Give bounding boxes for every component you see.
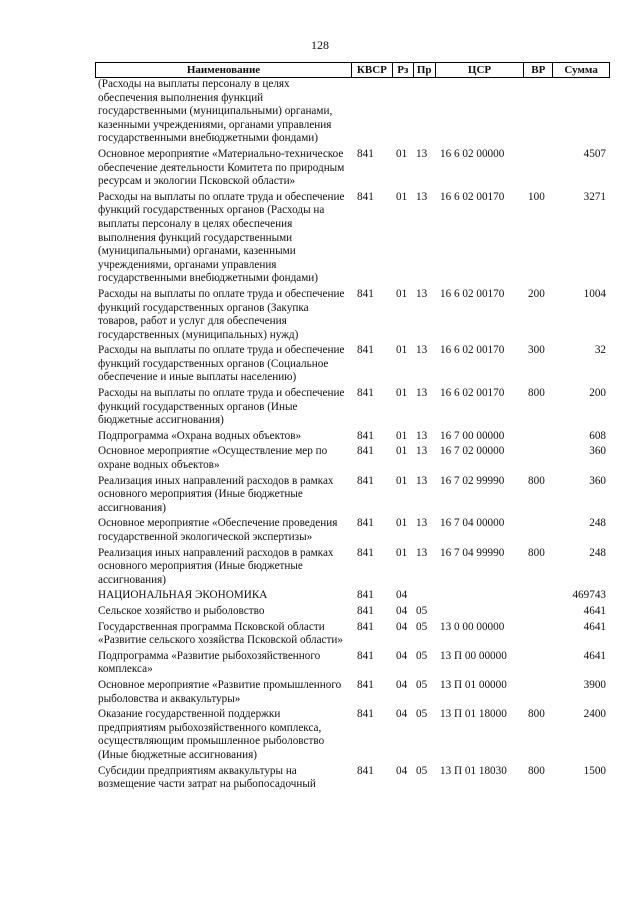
cell-name: Основное мероприятие «Осуществление мер по охране водных объектов» <box>98 445 328 472</box>
table-header <box>95 62 610 78</box>
cell-pr: 13 <box>416 474 428 487</box>
cell-pr: 05 <box>416 764 428 777</box>
cell-kvsr: 841 <box>357 287 374 300</box>
cell-rz: 04 <box>396 764 408 777</box>
cell-csr <box>435 605 524 619</box>
table-row <box>95 78 610 146</box>
cell-name: Сельское хозяйство и рыболовство <box>98 604 265 617</box>
cell-name: Основное мероприятие «Развитие промышленного рыболовства и аквакультуры» <box>98 678 342 705</box>
cell-sum: 4507 <box>583 147 606 160</box>
cell-kvsr: 841 <box>357 445 374 458</box>
cell-csr: 16 6 02 00170 <box>440 287 505 300</box>
header-csr: ЦСР <box>435 63 524 77</box>
table-row <box>95 650 610 677</box>
cell-sum: 1004 <box>583 287 606 300</box>
cell-kvsr: 841 <box>357 708 374 721</box>
cell-pr: 13 <box>416 147 428 160</box>
cell-sum: 248 <box>589 517 606 530</box>
cell-sum: 4641 <box>583 649 606 662</box>
cell-kvsr: 841 <box>357 429 374 442</box>
cell-csr: 16 7 00 00000 <box>440 429 505 442</box>
table-row <box>95 621 610 648</box>
cell-vr: 300 <box>528 344 545 357</box>
cell-name: Расходы на выплаты по оплате труда и обеспечение функций государственных органов (Расходы на выплаты персоналу в целях обеспечения выполнения функций государственными (муниципальными) органами, казенными учреждениями, органами управления государственными внебюджетными фондами) <box>98 190 345 285</box>
cell-csr: 16 6 02 00170 <box>440 387 505 400</box>
header-sum: Сумма <box>552 63 609 77</box>
cell-kvsr: 841 <box>357 620 374 633</box>
cell-pr: 05 <box>416 649 428 662</box>
cell-pr: 13 <box>416 546 428 559</box>
cell-vr <box>524 430 553 444</box>
cell-kvsr: 841 <box>357 546 374 559</box>
cell-vr <box>524 517 553 544</box>
cell-rz: 01 <box>396 344 408 357</box>
cell-kvsr: 841 <box>357 387 374 400</box>
table-row <box>95 517 610 544</box>
cell-rz: 01 <box>396 546 408 559</box>
table-row <box>95 445 610 472</box>
table-row <box>95 679 610 706</box>
cell-csr: 13 0 00 00000 <box>440 620 505 633</box>
cell-pr: 05 <box>416 620 428 633</box>
table-body <box>95 78 610 792</box>
cell-pr: 13 <box>416 445 428 458</box>
cell-sum: 4641 <box>583 604 606 617</box>
table-row <box>95 475 610 516</box>
cell-name: НАЦИОНАЛЬНАЯ ЭКОНОМИКА <box>98 589 268 602</box>
cell-name: Государственная программа Псковской области «Развитие сельского хозяйства Псковской области» <box>98 620 343 647</box>
cell-pr: 13 <box>416 517 428 530</box>
cell-pr: 05 <box>416 604 428 617</box>
cell-csr: 16 7 04 99990 <box>440 546 505 559</box>
cell-csr: 16 7 02 00000 <box>440 445 505 458</box>
cell-vr <box>524 621 553 648</box>
cell-pr: 13 <box>416 190 428 203</box>
cell-pr <box>413 589 435 603</box>
cell-name: Основное мероприятие «Обеспечение проведения государственной экологической экспертизы» <box>98 517 338 543</box>
cell-rz: 04 <box>396 620 408 633</box>
cell-vr: 800 <box>528 387 545 400</box>
cell-rz: 01 <box>396 474 408 487</box>
cell-rz: 01 <box>396 445 408 458</box>
cell-kvsr: 841 <box>357 344 374 357</box>
cell-rz: 04 <box>396 708 408 721</box>
cell-sum <box>553 78 610 146</box>
cell-csr <box>435 589 524 603</box>
cell-vr: 800 <box>528 546 545 559</box>
header-rz: Рз <box>392 63 413 77</box>
cell-pr: 13 <box>416 429 428 442</box>
cell-vr: 800 <box>528 708 545 721</box>
cell-csr: 13 П 00 00000 <box>440 649 507 662</box>
cell-csr: 13 П 01 18030 <box>440 764 507 777</box>
cell-sum: 3271 <box>583 190 606 203</box>
cell-rz: 04 <box>396 678 408 691</box>
cell-name: Основное мероприятие «Материально-техническое обеспечение деятельности Комитета по природным ресурсам и экологии Псковской области» <box>98 147 345 188</box>
cell-name: Субсидии предприятиям аквакультуры на возмещение части затрат на рыбопосадочный <box>98 764 316 791</box>
cell-vr <box>524 445 553 472</box>
cell-rz: 01 <box>396 147 408 160</box>
table-row <box>95 547 610 588</box>
cell-sum: 4641 <box>583 620 606 633</box>
cell-rz: 01 <box>396 429 408 442</box>
cell-kvsr: 841 <box>357 147 374 160</box>
cell-pr: 13 <box>416 287 428 300</box>
cell-csr: 13 П 01 00000 <box>440 678 507 691</box>
cell-name: (Расходы на выплаты персоналу в целях обеспечения выполнения функций государственными (муниципальными) органами, казенными учреждениями, органами управления государственными внебюджетными фондами) <box>98 78 333 145</box>
cell-vr <box>524 605 553 619</box>
header-kvsr: КВСР <box>351 63 392 77</box>
cell-name: Подпрограмма «Развитие рыбохозяйственного комплекса» <box>98 649 321 676</box>
cell-kvsr: 841 <box>357 764 374 777</box>
cell-kvsr: 841 <box>357 517 374 530</box>
cell-pr: 05 <box>416 678 428 691</box>
cell-sum: 2400 <box>583 708 606 721</box>
cell-sum: 200 <box>589 387 606 400</box>
cell-name: Расходы на выплаты по оплате труда и обеспечение функций государственных органов (Иные бюджетные ассигнования) <box>98 387 345 427</box>
cell-sum: 248 <box>589 546 606 559</box>
cell-vr <box>524 589 553 603</box>
cell-kvsr: 841 <box>357 474 374 487</box>
cell-vr <box>524 148 553 189</box>
cell-sum: 608 <box>589 429 606 442</box>
cell-rz: 04 <box>396 589 408 602</box>
cell-rz: 04 <box>396 604 408 617</box>
cell-kvsr: 841 <box>357 604 374 617</box>
cell-rz: 01 <box>396 517 408 530</box>
cell-rz: 01 <box>396 190 408 203</box>
cell-pr: 13 <box>416 387 428 400</box>
cell-name: Подпрограмма «Охрана водных объектов» <box>98 429 302 442</box>
cell-pr <box>413 78 435 146</box>
header-pr: Пр <box>413 63 435 77</box>
cell-name: Оказание государственной поддержки предприятиям рыбохозяйственного комплекса, осуществляющим промышленное рыболовство (Иные бюджетные ассигнования) <box>98 708 325 761</box>
cell-vr: 200 <box>528 287 545 300</box>
cell-sum: 360 <box>589 474 606 487</box>
cell-kvsr: 841 <box>357 649 374 662</box>
table-row <box>95 708 610 762</box>
cell-csr: 16 6 02 00170 <box>440 190 505 203</box>
table-row <box>95 765 610 792</box>
cell-kvsr <box>351 78 392 146</box>
table-row <box>95 148 610 189</box>
cell-rz: 01 <box>396 287 408 300</box>
table-row <box>95 589 610 603</box>
cell-pr: 13 <box>416 344 428 357</box>
cell-vr <box>524 679 553 706</box>
cell-rz: 04 <box>396 649 408 662</box>
cell-name: Расходы на выплаты по оплате труда и обеспечение функций государственных органов (Социальное обеспечение и иные выплаты населению) <box>98 344 345 384</box>
cell-vr: 100 <box>528 190 545 203</box>
table-row <box>95 605 610 619</box>
cell-vr: 800 <box>528 764 545 777</box>
cell-vr <box>524 650 553 677</box>
header-vr: ВР <box>523 63 552 77</box>
cell-kvsr: 841 <box>357 190 374 203</box>
cell-name: Реализация иных направлений расходов в рамках основного мероприятия (Иные бюджетные ассигнования) <box>98 474 334 514</box>
cell-csr: 16 6 02 00000 <box>440 147 505 160</box>
table-row <box>95 387 610 428</box>
header-name: Наименование <box>186 64 261 76</box>
cell-rz: 01 <box>396 387 408 400</box>
cell-csr: 16 7 02 99990 <box>440 474 505 487</box>
cell-csr <box>435 78 524 146</box>
cell-kvsr: 841 <box>357 678 374 691</box>
cell-csr: 16 6 02 00170 <box>440 344 505 357</box>
table-row <box>95 344 610 385</box>
cell-sum: 1500 <box>583 764 606 777</box>
cell-vr <box>524 78 553 146</box>
cell-kvsr: 841 <box>357 589 374 602</box>
cell-sum: 32 <box>594 344 606 357</box>
table-row <box>95 191 610 286</box>
page-number: 128 <box>311 38 329 52</box>
cell-vr: 800 <box>528 474 545 487</box>
cell-sum: 360 <box>589 445 606 458</box>
cell-name: Расходы на выплаты по оплате труда и обеспечение функций государственных органов (Закупка товаров, работ и услуг для обеспечения государственных (муниципальных) нужд) <box>98 287 345 341</box>
cell-csr: 13 П 01 18000 <box>440 708 507 721</box>
cell-name: Реализация иных направлений расходов в рамках основного мероприятия (Иные бюджетные ассигнования) <box>98 546 334 586</box>
cell-csr: 16 7 04 00000 <box>440 517 505 530</box>
cell-pr: 05 <box>416 708 428 721</box>
cell-sum: 469743 <box>572 589 606 602</box>
cell-rz <box>392 78 413 146</box>
cell-sum: 3900 <box>583 678 606 691</box>
table-row <box>95 288 610 342</box>
table-row <box>95 430 610 444</box>
